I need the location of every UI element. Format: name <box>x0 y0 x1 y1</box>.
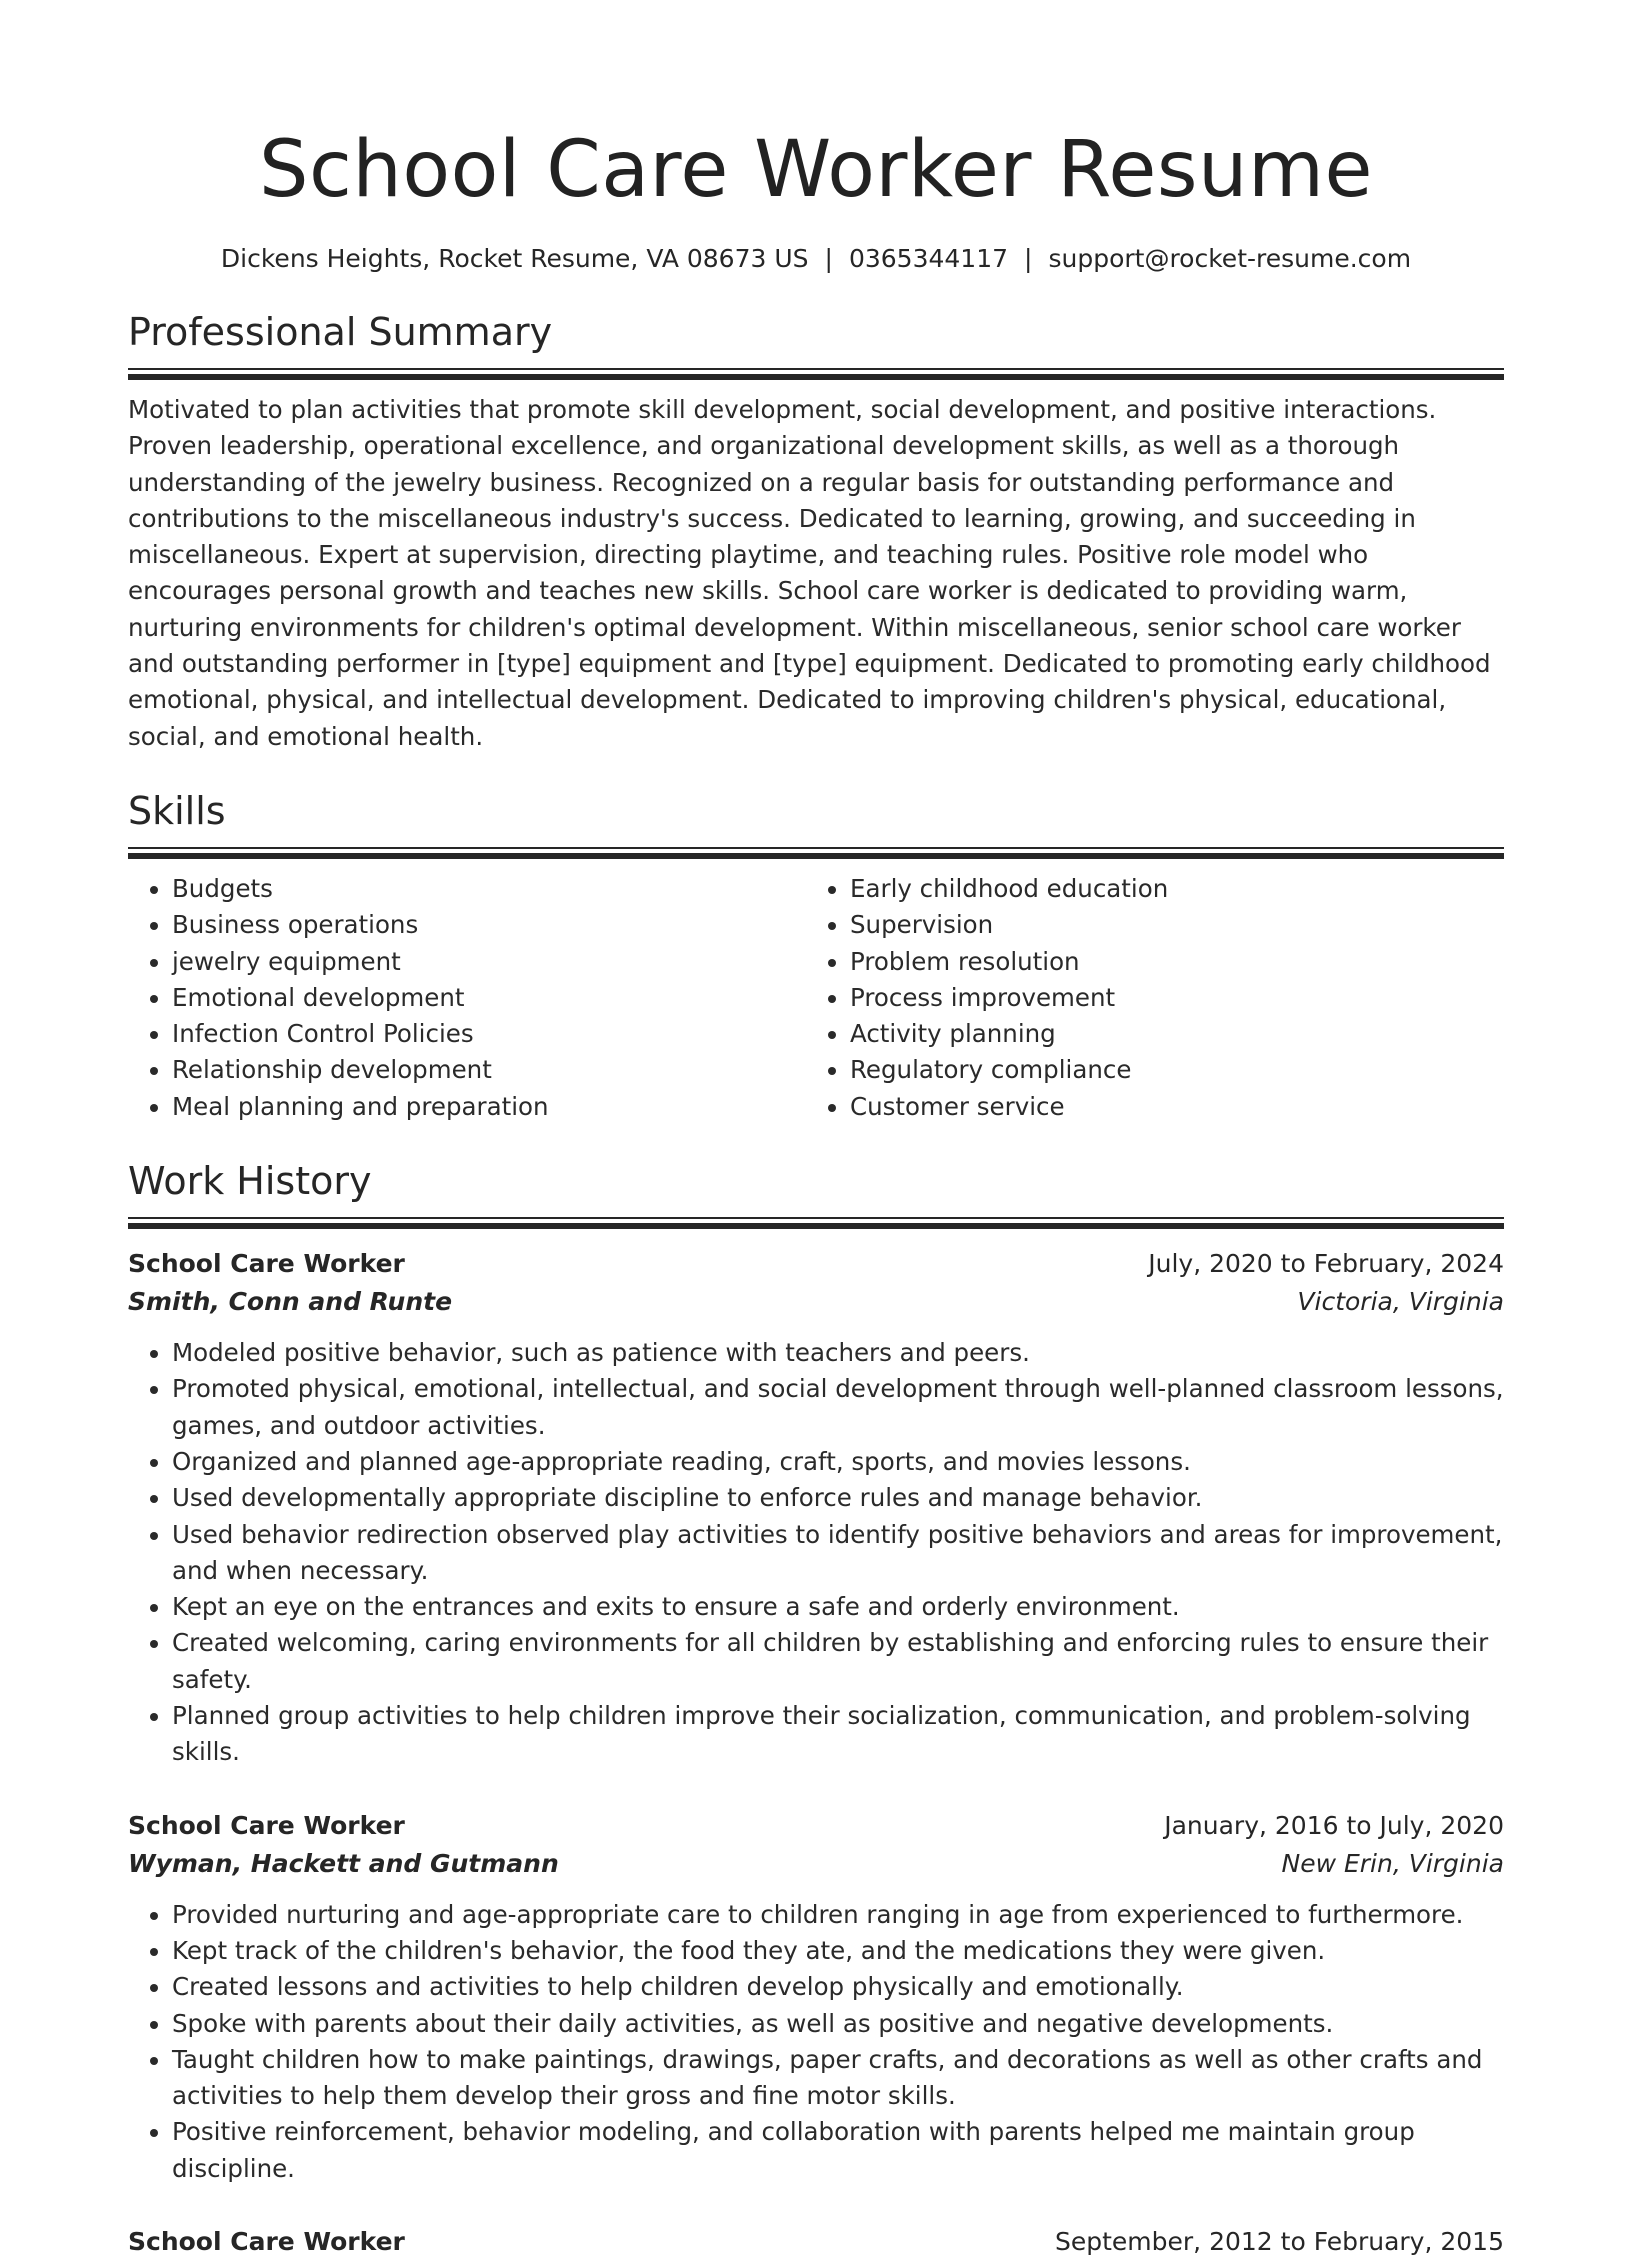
job-dates: January, 2016 to July, 2020 <box>1164 1810 1504 1840</box>
job-bullet: • Kept an eye on the entrances and exits to ensure a safe and orderly environment. <box>172 1589 1504 1625</box>
section-heading-summary: Professional Summary <box>128 310 553 354</box>
job-company: Wyman, Hackett and Gutmann <box>128 1848 559 1878</box>
job-entry <box>128 2223 1504 2261</box>
job-title: School Care Worker <box>128 2226 405 2256</box>
job-title: School Care Worker <box>128 1810 405 1840</box>
skill-item: • Regulatory compliance <box>850 1052 1484 1088</box>
job-bullet: • Created welcoming, caring environments for all children by establishing and enforcing rules to ensure their safety. <box>172 1625 1504 1698</box>
contact-email: support@rocket-resume.com <box>1048 244 1412 273</box>
job-header-row <box>128 1807 1504 1845</box>
resume-page <box>128 0 1504 2261</box>
job-entry <box>128 1245 1504 1771</box>
contact-separator: | <box>1024 244 1033 273</box>
job-bullet: • Positive reinforcement, behavior modeling, and collaboration with parents helped me maintain group discipline. <box>172 2114 1504 2187</box>
resume-title: School Care Worker Resume <box>259 125 1373 215</box>
summary-text: Motivated to plan activities that promote skill development, social development, and positive interactions. Proven leadership, operational excellence, and organizational development skills, as well as a thorough understanding of the jewelry business. Recognized on a regular basis for outstanding performance and contributions to the miscellaneous industry's success. Dedicated to learning, growing, and succeeding in miscellaneous. Expert at supervision, directing playtime, and teaching rules. Positive role model who encourages personal growth and teaches new skills. School care worker is dedicated to providing warm, nurturing environments for children's optimal development. Within miscellaneous, senior school care worker and outstanding performer in [type] equipment and [type] equipment. Dedicated to promoting early childhood emotional, physical, and intellectual development. Dedicated to improving children's physical, educational, social, and emotional health. <box>128 395 1491 751</box>
skills-list <box>128 871 1504 1125</box>
section-divider <box>128 847 1504 859</box>
job-bullet: • Used behavior redirection observed play activities to identify positive behaviors and areas for improvement, and when necessary. <box>172 1517 1504 1590</box>
skill-item: • Customer service <box>850 1089 1484 1125</box>
contact-line <box>128 242 1504 276</box>
job-title: School Care Worker <box>128 1249 405 1279</box>
section-divider <box>128 368 1504 380</box>
skill-item: • Emotional development <box>172 980 806 1016</box>
job-header-row <box>128 2223 1504 2261</box>
contact-separator: | <box>824 244 833 273</box>
job-bullet: • Taught children how to make paintings, drawings, paper crafts, and decorations as well as other crafts and activities to help them develop their gross and fine motor skills. <box>172 2042 1504 2115</box>
skills-column-right <box>806 871 1484 1125</box>
job-company: Smith, Conn and Runte <box>128 1287 453 1317</box>
skill-item: • Relationship development <box>172 1052 806 1088</box>
job-company-row <box>128 1845 1504 1883</box>
section-heading-work-history: Work History <box>128 1159 372 1204</box>
skill-item: • Activity planning <box>850 1016 1484 1052</box>
skill-item: • jewelry equipment <box>172 944 806 980</box>
skills-column-left <box>128 871 806 1125</box>
job-bullets <box>128 1335 1504 1771</box>
contact-address: Dickens Heights, Rocket Resume, VA 08673 US <box>220 244 809 273</box>
job-location: New Erin, Virginia <box>1281 1848 1504 1878</box>
section-heading-skills: Skills <box>128 788 226 833</box>
job-bullets <box>128 1897 1504 2187</box>
contact-phone: 0365344117 <box>848 244 1009 273</box>
job-bullet: • Created lessons and activities to help children develop physically and emotionally. <box>172 1969 1504 2005</box>
job-bullet: • Spoke with parents about their daily activities, as well as positive and negative developments. <box>172 2006 1504 2042</box>
skill-item: • Early childhood education <box>850 871 1484 907</box>
job-bullet: • Organized and planned age-appropriate reading, craft, sports, and movies lessons. <box>172 1444 1504 1480</box>
job-entry <box>128 1807 1504 2187</box>
skill-item: • Budgets <box>172 871 806 907</box>
job-bullet: • Promoted physical, emotional, intellectual, and social development through well-planned classroom lessons, games, and outdoor activities. <box>172 1371 1504 1444</box>
job-bullet: • Provided nurturing and age-appropriate care to children ranging in age from experienced to furthermore. <box>172 1897 1504 1933</box>
skill-item: • Meal planning and preparation <box>172 1089 806 1125</box>
section-divider <box>128 1217 1504 1229</box>
job-bullet: • Kept track of the children's behavior, the food they ate, and the medications they were given. <box>172 1933 1504 1969</box>
job-company-row <box>128 1283 1504 1321</box>
job-bullet: • Planned group activities to help children improve their socialization, communication, and problem-solving skills. <box>172 1698 1504 1771</box>
skill-item: • Infection Control Policies <box>172 1016 806 1052</box>
job-dates: September, 2012 to February, 2015 <box>1055 2226 1504 2256</box>
job-header-row <box>128 1245 1504 1283</box>
job-bullet: • Used developmentally appropriate discipline to enforce rules and manage behavior. <box>172 1480 1504 1516</box>
skill-item: • Process improvement <box>850 980 1484 1016</box>
job-dates: July, 2020 to February, 2024 <box>1148 1249 1504 1279</box>
job-location: Victoria, Virginia <box>1297 1287 1504 1317</box>
skill-item: • Business operations <box>172 907 806 943</box>
skill-item: • Supervision <box>850 907 1484 943</box>
skill-item: • Problem resolution <box>850 944 1484 980</box>
job-bullet: • Modeled positive behavior, such as patience with teachers and peers. <box>172 1335 1504 1371</box>
